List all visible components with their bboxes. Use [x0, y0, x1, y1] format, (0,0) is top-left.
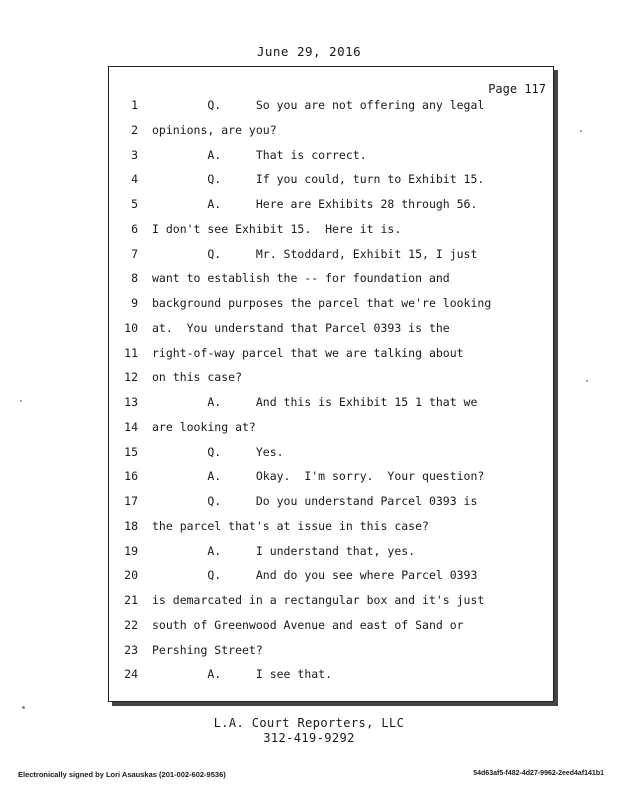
- line-number: 8: [131, 271, 138, 286]
- transcript-line: [0, 618, 618, 643]
- line-number: 23: [124, 642, 138, 657]
- line-number: 19: [124, 543, 138, 558]
- header-date: June 29, 2016: [256, 44, 362, 59]
- line-text: opinions, are you?: [152, 122, 277, 137]
- frame-shadow-bottom: [112, 702, 558, 706]
- line-text: on this case?: [152, 370, 243, 385]
- transcript-line: [0, 667, 618, 692]
- line-number: 4: [131, 172, 138, 187]
- transcript-line: [0, 395, 618, 420]
- line-number: 7: [131, 246, 138, 261]
- line-text: A. I understand that, yes.: [152, 543, 416, 558]
- transcript-line: [0, 445, 618, 470]
- line-number: 6: [131, 221, 138, 236]
- line-text: A. Okay. I'm sorry. Your question?: [152, 469, 485, 484]
- transcript-line: [0, 346, 618, 371]
- line-text: I don't see Exhibit 15. Here it is.: [152, 221, 402, 236]
- line-number: 15: [124, 444, 138, 459]
- transcript-line: [0, 247, 618, 272]
- line-number: 5: [131, 197, 138, 211]
- line-number: 14: [124, 419, 138, 434]
- transcript-line: [0, 544, 618, 569]
- transcript-line: [0, 469, 618, 494]
- line-text: Q. So you are not offering any legal: [152, 98, 485, 112]
- transcript-line: [0, 643, 618, 668]
- transcript-line: [0, 321, 618, 346]
- line-text: south of Greenwood Avenue and east of Sand or: [152, 617, 464, 632]
- scan-speck: [20, 400, 22, 402]
- page-number-label: Page 117: [488, 82, 546, 96]
- transcript-line: [0, 296, 618, 321]
- electronic-signature-note: Electronically signed by Lori Asauskas (201-002-602-9536): [18, 770, 226, 779]
- line-text: Q. If you could, turn to Exhibit 15.: [152, 172, 485, 187]
- line-number: 9: [131, 296, 138, 310]
- transcript-line: [0, 568, 618, 593]
- line-text: are looking at?: [152, 419, 256, 434]
- line-text: A. Here are Exhibits 28 through 56.: [152, 197, 478, 211]
- scan-speck: [22, 706, 25, 709]
- transcript-line: [0, 197, 618, 222]
- line-text: A. I see that.: [152, 667, 333, 682]
- line-text: A. That is correct.: [152, 147, 367, 162]
- line-text: Q. Mr. Stoddard, Exhibit 15, I just: [152, 246, 478, 261]
- line-number: 16: [124, 469, 138, 484]
- line-number: 22: [124, 617, 138, 632]
- line-text: at. You understand that Parcel 0393 is the: [152, 320, 450, 335]
- footer-company-name: L.A. Court Reporters, LLC: [213, 716, 405, 730]
- line-text: Q. And do you see where Parcel 0393: [152, 568, 478, 583]
- line-text: A. And this is Exhibit 15 1 that we: [152, 395, 478, 409]
- scan-speck: [580, 130, 582, 132]
- line-number: 21: [124, 593, 138, 607]
- transcript-line: [0, 593, 618, 618]
- transcript-line: [0, 519, 618, 544]
- line-number: 13: [124, 395, 138, 409]
- line-text: Pershing Street?: [152, 642, 263, 657]
- document-id: 54d63af5-f482-4d27-9962-2eed4af141b1: [473, 770, 604, 777]
- transcript-line: [0, 172, 618, 197]
- scan-speck: [586, 380, 588, 382]
- line-number: 2: [131, 122, 138, 137]
- footer-phone-number: 312-419-9292: [263, 731, 355, 745]
- line-number: 17: [124, 494, 138, 508]
- transcript-line: [0, 123, 618, 148]
- line-text: the parcel that's at issue in this case?: [152, 518, 429, 533]
- line-text: is demarcated in a rectangular box and it's just: [152, 593, 485, 607]
- line-number: 20: [124, 568, 138, 583]
- line-number: 11: [124, 345, 138, 360]
- line-text: right-of-way parcel that we are talking about: [152, 345, 464, 360]
- line-number: 10: [124, 320, 138, 335]
- transcript-line: [0, 98, 618, 123]
- line-text: want to establish the -- for foundation and: [152, 271, 450, 286]
- line-text: background purposes the parcel that we're looking: [152, 296, 492, 310]
- line-text: Q. Yes.: [152, 444, 284, 459]
- line-number: 24: [124, 667, 138, 682]
- transcript-line: [0, 494, 618, 519]
- line-text: Q. Do you understand Parcel 0393 is: [152, 494, 478, 508]
- line-number: 3: [131, 147, 138, 162]
- line-number: 18: [124, 518, 138, 533]
- line-number: 1: [131, 98, 138, 112]
- transcript-line: [0, 271, 618, 296]
- transcript-line: [0, 148, 618, 173]
- transcript-line: [0, 222, 618, 247]
- transcript-line: [0, 420, 618, 445]
- transcript-line: [0, 370, 618, 395]
- line-number: 12: [124, 370, 138, 385]
